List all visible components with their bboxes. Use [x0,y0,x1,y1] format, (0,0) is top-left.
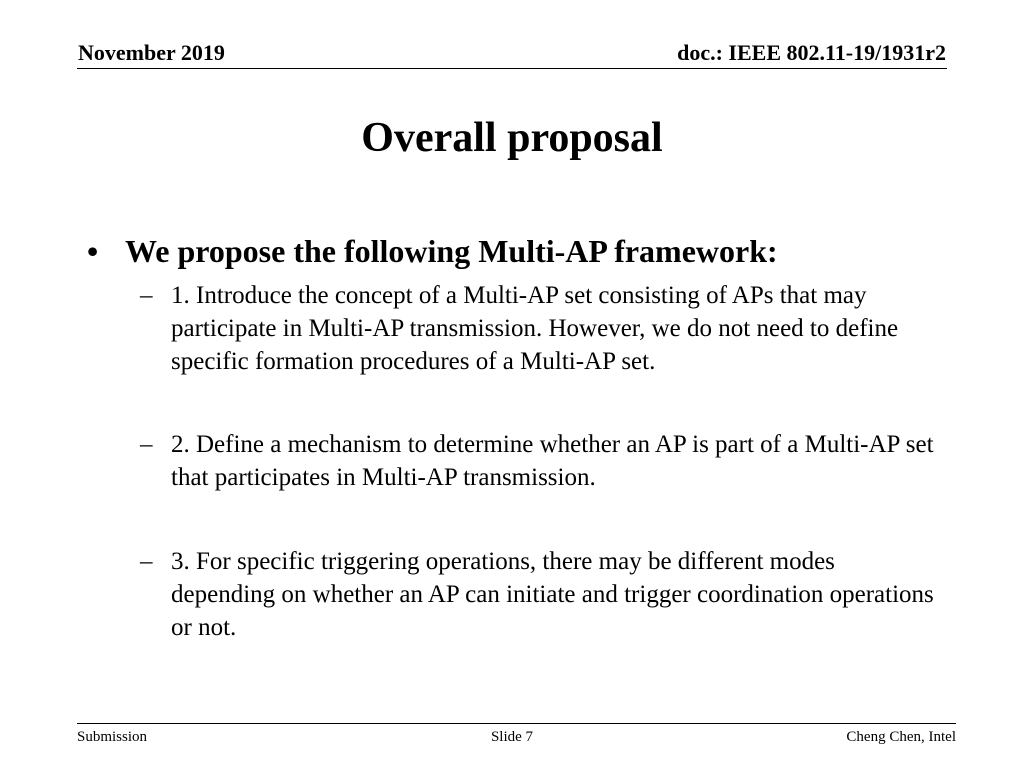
sub-bullet-text: 1. Introduce the concept of a Multi-AP set consisting of APs that may participate in Multi-AP transmission. However, we do not need to define specific formation procedures of a Multi-AP set. [171,282,899,375]
dash-icon: – [140,548,153,575]
footer-author: Cheng Chen, Intel [846,729,956,745]
sub-bullet-2 [140,428,940,494]
header-divider [77,68,947,69]
footer-divider [77,723,956,724]
dash-icon: – [140,431,153,458]
sub-bullet-3 [140,545,940,644]
sub-bullet-text: 2. Define a mechanism to determine whether an AP is part of a Multi-AP set that participates in Multi-AP transmission. [171,431,934,491]
sub-bullet-text: 3. For specific triggering operations, there may be different modes depending on whether an AP can initiate and trigger coordination operations or not. [171,548,934,641]
sub-bullet-1 [140,279,940,378]
footer-submission: Submission [77,729,148,745]
slide-title: Overall proposal [361,115,663,161]
header-doc-id: doc.: IEEE 802.11-19/1931r2 [677,40,946,65]
footer-slide-number: Slide 7 [490,729,534,745]
main-bullet [87,231,947,271]
main-bullet-text: We propose the following Multi-AP framework: [125,233,778,269]
bullet-icon: • [87,233,99,269]
dash-icon: – [140,282,153,309]
header-date: November 2019 [78,40,225,65]
